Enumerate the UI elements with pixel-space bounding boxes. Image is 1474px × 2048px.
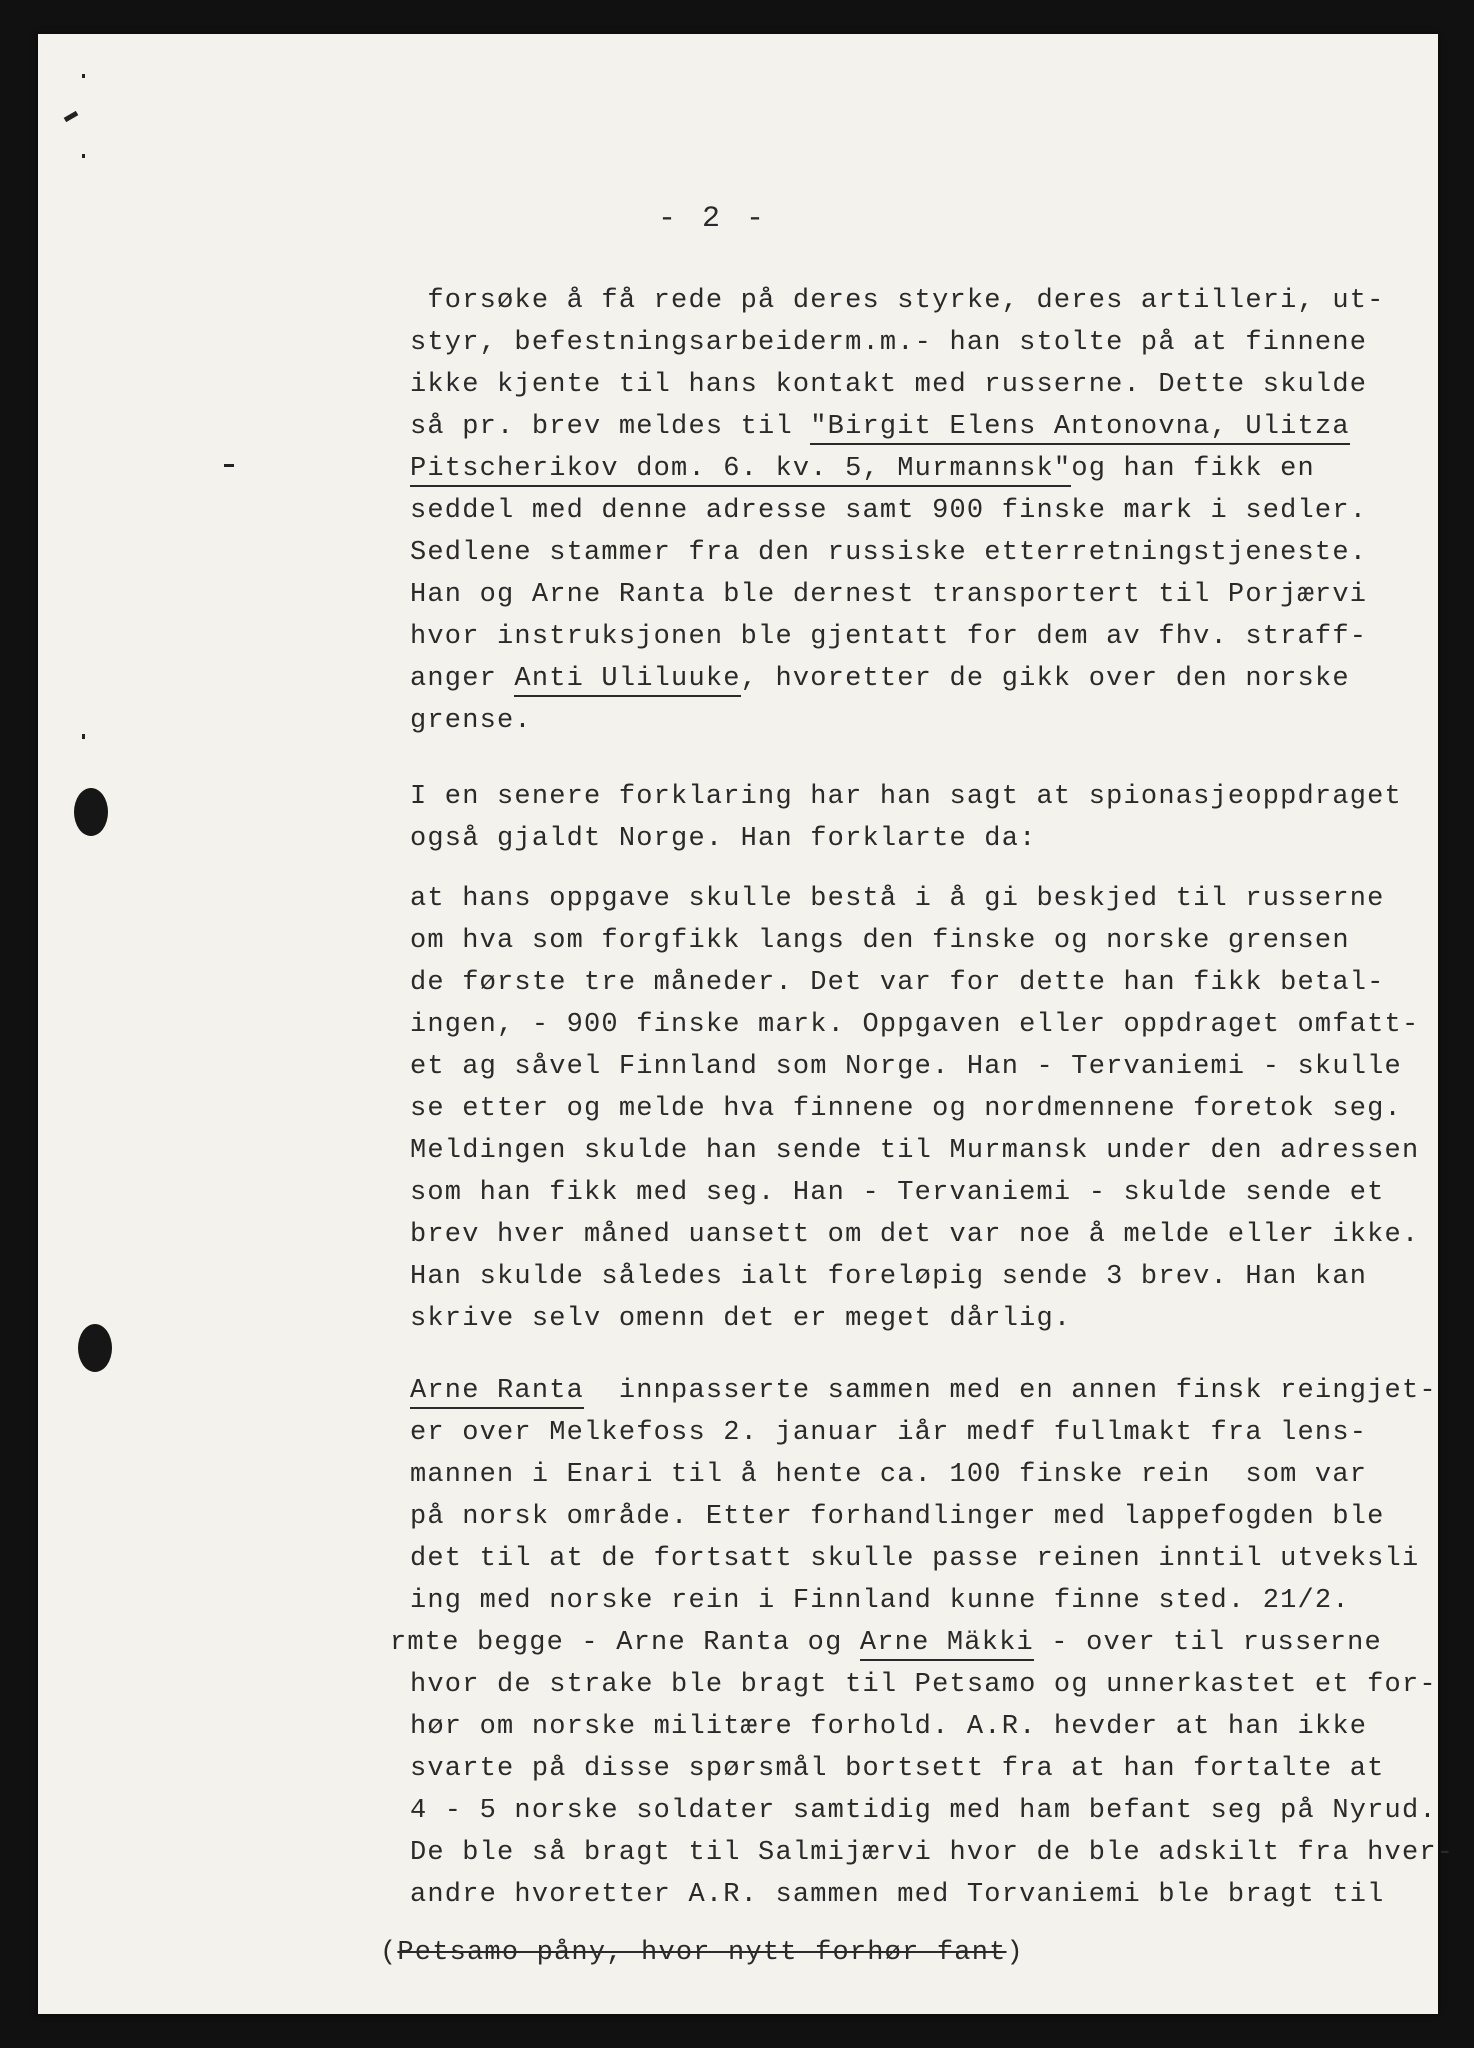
text-line: som han fikk med seg. Han - Tervaniemi - skulde sende et <box>410 1178 1385 1208</box>
text-line: forsøke å få rede på deres styrke, deres artilleri, ut- <box>410 286 1385 316</box>
text-line: Sedlene stammer fra den russiske etterretningstjeneste. <box>410 538 1368 568</box>
name-underlined: Arne Ranta <box>410 1376 584 1409</box>
text-line: skrive selv omenn det er meget dårlig. <box>410 1304 1072 1334</box>
text-line: hvor de strake ble bragt til Petsamo og unnerkastet et for- <box>410 1670 1437 1700</box>
text-line: mannen i Enari til å hente ca. 100 finske rein som var <box>410 1460 1368 1490</box>
text-line: på norsk område. Etter forhandlinger med lappefogden ble <box>410 1502 1385 1532</box>
text-line: Pitscherikov dom. 6. kv. 5, Murmannsk"og han fikk en <box>410 454 1315 484</box>
text-line: Arne Ranta innpasserte sammen med en annen finsk reingjet- <box>410 1376 1437 1406</box>
text-line: 4 - 5 norske soldater samtidig med ham befant seg på Nyrud. <box>410 1796 1437 1826</box>
text-line: så pr. brev meldes til "Birgit Elens Antonovna, Ulitza <box>410 412 1350 442</box>
text-line: om hva som forgfikk langs den finske og norske grensen <box>410 926 1350 956</box>
text-line: Han skulde således ialt foreløpig sende 3 brev. Han kan <box>410 1262 1368 1292</box>
ink-mark <box>64 111 79 122</box>
text-line: ikke kjente til hans kontakt med russerne. Dette skulde <box>410 370 1368 400</box>
text-line: Meldingen skulde han sende til Murmansk under den adressen <box>410 1136 1420 1166</box>
name-underlined: Anti Uliluuke <box>514 664 740 697</box>
punch-hole-icon <box>78 1324 112 1372</box>
struck-text: Petsamo påny, hvor nytt forhør fant <box>397 1938 1007 1968</box>
ink-mark <box>82 154 85 158</box>
text-line: anger Anti Uliluuke, hvoretter de gikk over den norske <box>410 664 1350 694</box>
text-line: rmte begge - Arne Ranta og Arne Mäkki - over til russerne <box>390 1628 1382 1658</box>
text-line: Han og Arne Ranta ble dernest transportert til Porjærvi <box>410 580 1368 610</box>
text-line: styr, befestningsarbeiderm.m.- han stolte på at finnene <box>410 328 1368 358</box>
address-underlined: "Birgit Elens Antonovna, Ulitza <box>810 412 1349 445</box>
text-line: ing med norske rein i Finnland kunne finne sted. 21/2. <box>410 1586 1350 1616</box>
text-line: det til at de fortsatt skulle passe reinen inntil utveksli <box>410 1544 1420 1574</box>
text-line: de første tre måneder. Det var for dette han fikk betal- <box>410 968 1385 998</box>
address-underlined: Pitscherikov dom. 6. kv. 5, Murmannsk" <box>410 454 1071 487</box>
punch-hole-icon <box>74 788 108 836</box>
text-line: se etter og melde hva finnene og nordmennene foretok seg. <box>410 1094 1402 1124</box>
text-line: grense. <box>410 706 532 736</box>
text-line: er over Melkefoss 2. januar iår medf fullmakt fra lens- <box>410 1418 1368 1448</box>
struck-line: (Petsamo påny, hvor nytt forhør fant) <box>380 1938 1024 1968</box>
text-line: hvor instruksjonen ble gjentatt for dem av fhv. straff- <box>410 622 1368 652</box>
ink-mark <box>82 74 85 78</box>
text-line: også gjaldt Norge. Han forklarte da: <box>410 824 1037 854</box>
ink-mark <box>224 464 234 467</box>
ink-mark <box>82 734 85 739</box>
document-page <box>38 34 1455 2014</box>
text-line: hør om norske militære forhold. A.R. hevder at han ikke <box>410 1712 1368 1742</box>
page-number: - 2 - <box>658 202 769 236</box>
text-line: at hans oppgave skulle bestå i å gi beskjed til russerne <box>410 884 1385 914</box>
text-line: I en senere forklaring har han sagt at spionasjeoppdraget <box>410 782 1402 812</box>
text-line: andre hvoretter A.R. sammen med Torvaniemi ble bragt til <box>410 1880 1385 1910</box>
text-line: svarte på disse spørsmål bortsett fra at han fortalte at <box>410 1754 1385 1784</box>
name-underlined: Arne Mäkki <box>860 1628 1034 1661</box>
text-line: et ag såvel Finnland som Norge. Han - Tervaniemi - skulle <box>410 1052 1402 1082</box>
text-line: brev hver måned uansett om det var noe å melde eller ikke. <box>410 1220 1420 1250</box>
text-line: De ble så bragt til Salmijærvi hvor de ble adskilt fra hver- <box>410 1838 1455 1868</box>
text-line: seddel med denne adresse samt 900 finske mark i sedler. <box>410 496 1368 526</box>
text-line: ingen, - 900 finske mark. Oppgaven eller oppdraget omfatt- <box>410 1010 1420 1040</box>
